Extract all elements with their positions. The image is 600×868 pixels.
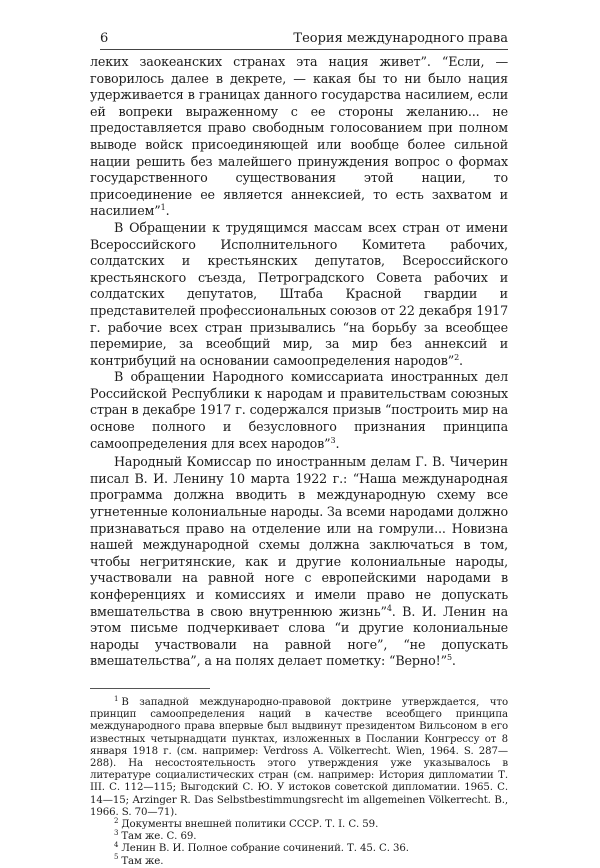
page-body bbox=[90, 54, 508, 868]
footnotes bbox=[90, 688, 508, 868]
footnote-4: $^4$ Ленин В. И. Полное собрание сочинений. Т. 45. С. 36. bbox=[114, 841, 409, 855]
page-number: 6 bbox=[100, 31, 109, 46]
running-title: Теория международного права bbox=[293, 31, 508, 46]
footnote-ref: 5 bbox=[446, 653, 452, 663]
footnote-ref: 2 bbox=[454, 352, 460, 362]
footnote-5: $^5$ Там же. bbox=[114, 853, 164, 867]
footnote-ref: 1 bbox=[160, 203, 166, 213]
paragraph-appeal-workers: В Обращении к трудящимся массам всех стран от имени Всероссийского Исполнительного Комитета рабочих, солдатских и крестьянских депутатов, Всероссийского крестьянского съезда, Петроградского Совета рабочих и солдатских депутатов, Штаба Красной гвардии и представителей профессиональных союзов от 22 декабря 1917 г. рабочие всех стран призывались “на борьбу за всеобщее перемирие, за всеобщий мир, за мир без аннексий и контрибуций на основании самоопределения народов”$^2$. bbox=[90, 219, 508, 368]
paragraph-chicherin-letter: Народный Комиссар по иностранным делам Г. В. Чичерин писал В. И. Ленину 10 марта 1922 г.: “Наша международная программа должна вводить в международную схему все угнетенные колониальные народы. За всеми народами должно признаваться право на отделение или на гомрули... Новизна нашей международной схемы должна заключаться в том, чтобы негритянские, как и другие колониальные народы, участвовали на равной ноге с европейскими народами в конференциях и комиссиях и имели право не допускать вмешательства в свою внутреннюю жизнь”$^4$. В. И. Ленин на этом письме подчеркивает слова “и другие колониальные народы участвовали на равной ноге”, “не допускать вмешательства”, а на полях делает пометку: “Верно!”$^5$. bbox=[90, 454, 508, 669]
footnote-divider bbox=[90, 688, 210, 689]
footnote-2: $^2$ Документы внешней политики СССР. Т. I. С. 59. bbox=[114, 816, 379, 830]
footnote-1: $^1$ В западной международно-правовой доктрине утверждается, что принцип самоопределения наций в качестве всеобщего принципа международного права впервые был выдвинут президентом Вильсоном в его известных четырнадцати пунктах, изложенных в Послании Конгрессу от 8 января 1918 г. (см. например: Verdross A. Völkerrecht. Wien, 1964. S. 287—288). На несостоятельность этого утверждения уже указывалось в литературе социалистических стран (см. например: История дипломатии Т. III. С. 112—115; Выгодский С. Ю. У истоков советской дипломатии. 1965. С. 14—15; Arzinger R. Das Selbstbestimmungsrecht im allgemeinen Völkerrecht. B., 1966. S. 70—71). bbox=[90, 694, 508, 818]
footnote-ref: 4 bbox=[386, 603, 392, 613]
paragraph-commissariat-appeal: В обращении Народного комиссариата иностранных дел Российской Республики к народам и правительствам союзных стран в декабре 1917 г. содержался призыв “построить мир на основе полного и безусловного признания принципа самоопределения для всех народов”$^3$. bbox=[90, 369, 508, 451]
footnote-ref: 3 bbox=[330, 435, 336, 445]
page-header bbox=[100, 31, 508, 50]
footnote-3: $^3$ Там же. С. 69. bbox=[114, 828, 197, 843]
paragraph-continuation: леких заокеанских странах эта нация живет”. “Если, — говорилось далее в декрете, — какая бы то ни было нация удерживается в границах данного государства насилием, если ей вопреки выраженному с ее стороны желанию... не предоставляется право свободным голосованием при полном выводе войск присоединяющей или вообще более сильной нации решить без малейшего принуждения вопрос о формах государственного существования этой нации, то присоединение ее является аннексией, то есть захватом и насилием”$^1$. bbox=[90, 54, 508, 219]
